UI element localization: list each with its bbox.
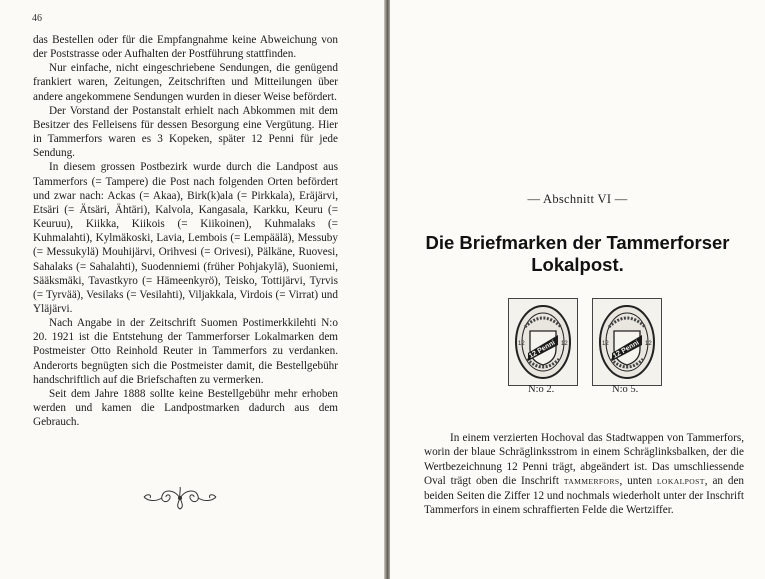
title-line-2: Lokalpost. bbox=[531, 254, 624, 275]
stamp-side-right: 12 bbox=[645, 341, 652, 347]
inscription-top: TAMMERFORS bbox=[563, 476, 620, 486]
description-text: In einem verzierten Hochoval das Stadtwappen von Tammerfors, worin der blaue Schräglinksstrom in einem Schräglinksbalken, der die Wertbezeichnung 12 Penni trägt, abgeändert ist. Das umschliessende Oval trägt oben die Inschrift bbox=[424, 432, 744, 487]
title-line-1: Die Briefmarken der Tammerforser bbox=[425, 232, 730, 253]
stamp-image-no2 bbox=[508, 298, 578, 386]
page-number: 46 bbox=[32, 13, 42, 24]
description-paragraph bbox=[424, 431, 744, 518]
inscription-bottom: LOKALPOST bbox=[656, 476, 705, 486]
stamp-side-left: 12 bbox=[602, 341, 609, 347]
page-title bbox=[390, 232, 765, 276]
section-heading: — Abschnitt VI — bbox=[527, 192, 628, 206]
stamp-value-text: 12 Penni bbox=[612, 339, 641, 360]
description-text: , unten bbox=[619, 474, 657, 487]
paragraph: Nach Angabe in der Zeitschrift Suomen Postimerkkilehti N:o 20. 1921 ist die Entstehung der Tammerforser Lokalmarken dem Postmeister Otto Reinhold Reuter in Tammerfors zu verdanken. Anderorts begnügten sich die Postmeister damit, die Bestellgebühr handschriftlich auf die Briefschaften zu vermerken. bbox=[33, 317, 338, 386]
left-text-column bbox=[33, 33, 338, 429]
description-text: , an den beiden Seiten die Ziffer 12 und nochmals wiederholt unter der Inschrift Tammerfors in einem schraffierten Felde die Wertziffer. bbox=[424, 474, 745, 517]
paragraph: Der Vorstand der Postanstalt erhielt nach Abkommen mit dem Besitzer des Felleisens für dessen Besorgung eine Vergütung. Hier in Tammerfors waren es 3 Kopeken, später 12 Penni für jede Sendung. bbox=[33, 104, 338, 160]
stamp-image-no5 bbox=[592, 298, 662, 386]
stamp-description bbox=[424, 431, 744, 518]
stamp-caption: N:o 2. bbox=[528, 384, 555, 395]
right-page bbox=[390, 0, 765, 579]
paragraph: das Bestellen oder für die Empfangnahme keine Abweichung von der Poststrasse oder Aufhalten der Postführung stattfinden. bbox=[33, 34, 338, 61]
stamp-caption: N:o 5. bbox=[612, 384, 639, 395]
paragraph: In diesem grossen Postbezirk wurde durch die Landpost aus Tammerfors (= Tampere) die Post nach folgenden Orten befördert und zwar nach: Ackas (= Akaa), Birk(k)ala (= Pirkkala), Eräjärvi, Etsäri (= Ätsäri, Ähtäri), Kalvola, Kangasala, Karkku, Keuru (= Keuruu), Kiikka, Kiikois (= Kiikoinen), Kuhmalaks (= Kuhmalahti), Kylmäkoski, Lavia, Lembois (= Lempäälä), Messuby (= Messukylä) Mouhijärvi, Orihvesi (= Orivesi), Pälkäne, Ruovesi, Sahalaks (= Sahalahti), Suodenniemi (früher Pohjakylä), Suoniemi, Sääksmäki, Tavastkyro (= Hämeenkyrö), Teisko, Tottijärvi, Tyrvis (= Tyrvää), Vesilaks (= Vesilahti), Viljakkala, Virdois (= Virrat) und Yläjärvi. bbox=[33, 161, 338, 315]
flourish-ornament-icon bbox=[140, 485, 220, 511]
paragraph: Nur einfache, nicht eingeschriebene Sendungen, die genügend frankiert waren, Zeitungen, Zeitschriften und Mitteilungen über andere angekommene Sendungen wurden in dieser Weise befördert. bbox=[33, 62, 338, 103]
paragraph: Seit dem Jahre 1888 sollte keine Bestellgebühr mehr erhoben werden und kamen die Landpostmarken dadurch aus dem Gebrauch. bbox=[33, 387, 338, 429]
stamp-side-left: 12 bbox=[518, 341, 525, 347]
stamp-value-text: 12 Penni bbox=[528, 339, 557, 360]
stamp-side-right: 12 bbox=[561, 341, 568, 347]
